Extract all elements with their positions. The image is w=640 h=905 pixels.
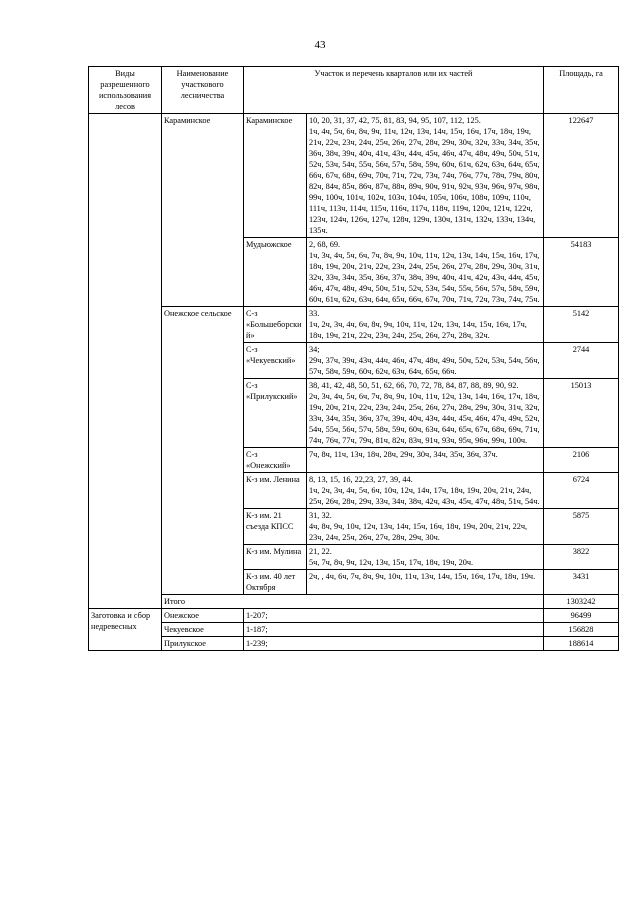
table-row	[89, 307, 619, 343]
site-cell: Караминское	[244, 114, 307, 238]
quarters-full: 38, 41, 42, 48, 50, 51, 62, 66, 70, 72, 78, 84, 87, 88, 89, 90, 92.	[309, 381, 519, 390]
site-cell: К-з им. Ленина	[244, 473, 307, 509]
site-cell: К-з им. Мулина	[244, 545, 307, 570]
quarters-cell	[307, 307, 544, 343]
quarters-cell	[307, 545, 544, 570]
forestry-cell: Чекуевское	[162, 623, 244, 637]
quarters-parts: 1ч, 2ч, 3ч, 4ч, 6ч, 8ч, 9ч, 10ч, 11ч, 12ч, 13ч, 14ч, 15ч, 16ч, 17ч, 18ч, 19ч, 21ч, 22ч, 23ч, 24ч, 25ч, 26ч, 27ч, 28ч, 32ч.	[309, 320, 527, 340]
quarters-parts: 2ч, 3ч, 4ч, 5ч, 6ч, 7ч, 8ч, 9ч, 10ч, 11ч, 12ч, 13ч, 14ч, 16ч, 17ч, 18ч, 19ч, 20ч, 21ч, 22ч, 23ч, 24ч, 25ч, 26ч, 27ч, 28ч, 29ч, 30ч, 31ч, 32ч, 33ч, 34ч, 35ч, 36ч, 37ч, 39ч, 40ч, 43ч, 44ч, 45ч, 46ч, 47ч, 49ч, 52ч, 54ч, 55ч, 56ч, 57ч, 58ч, 59ч, 60ч, 63ч, 64ч, 65ч, 67ч, 68ч, 69ч, 71ч, 74ч, 76ч, 77ч, 79ч, 81ч, 82ч, 83ч, 91ч, 93ч, 95ч, 96ч, 99ч, 100ч.	[309, 392, 540, 445]
forest-use-table	[88, 66, 619, 651]
site-cell: С-з «Прилукский»	[244, 379, 307, 448]
header-quarters: Участок и перечень кварталов или их частей	[244, 67, 544, 114]
table-row	[89, 637, 619, 651]
area-cell: 188614	[544, 637, 619, 651]
quarters-cell: 1-207;	[244, 609, 544, 623]
quarters-full: 33.	[309, 309, 320, 318]
quarters-cell	[307, 238, 544, 307]
total-row	[89, 595, 619, 609]
forestry-cell: Караминское	[162, 114, 244, 307]
header-forestry: Наименование участкового лесничества	[162, 67, 244, 114]
area-cell: 15013	[544, 379, 619, 448]
quarters-cell	[307, 509, 544, 545]
quarters-parts: 1ч, 2ч, 3ч, 4ч, 5ч, 6ч, 10ч, 12ч, 14ч, 17ч, 18ч, 19ч, 20ч, 21ч, 24ч, 25ч, 26ч, 28ч, 29ч, 33ч, 34ч, 38ч, 42ч, 43ч, 45ч, 47ч, 48ч, 51ч, 54ч.	[309, 486, 540, 506]
quarters-parts: 5ч, 7ч, 8ч, 9ч, 12ч, 13ч, 15ч, 17ч, 18ч, 19ч, 20ч.	[309, 558, 474, 567]
site-cell: Мудьюжское	[244, 238, 307, 307]
use-type-cell	[89, 114, 162, 609]
quarters-cell	[307, 114, 544, 238]
quarters-full: 21, 22.	[309, 547, 332, 556]
total-label: Итого	[162, 595, 544, 609]
table-row	[89, 609, 619, 623]
forestry-cell: Онежское сельское	[162, 307, 244, 595]
quarters-full: 8, 13, 15, 16, 22,23, 27, 39, 44.	[309, 475, 413, 484]
quarters-full: 2, 68, 69.	[309, 240, 341, 249]
quarters-cell	[307, 448, 544, 473]
area-cell: 6724	[544, 473, 619, 509]
area-cell: 54183	[544, 238, 619, 307]
site-cell: К-з им. 40 лет Октября	[244, 570, 307, 595]
area-cell: 3431	[544, 570, 619, 595]
quarters-parts: 2ч, , 4ч, 6ч, 7ч, 8ч, 9ч, 10ч, 11ч, 13ч, 14ч, 15ч, 16ч, 17ч, 18ч, 19ч.	[309, 572, 536, 581]
page-number: 43	[314, 39, 326, 51]
quarters-full: 31, 32.	[309, 511, 332, 520]
quarters-cell: 1-187;	[244, 623, 544, 637]
total-area: 1303242	[544, 595, 619, 609]
area-cell: 5875	[544, 509, 619, 545]
area-cell: 122647	[544, 114, 619, 238]
quarters-parts: 1ч, 4ч, 5ч, 6ч, 8ч, 9ч, 11ч, 12ч, 13ч, 14ч, 15ч, 16ч, 17ч, 18ч, 19ч, 21ч, 22ч, 23ч, 24ч, 25ч, 26ч, 27ч, 28ч, 29ч, 30ч, 32ч, 33ч, 34ч, 35ч, 36ч, 38ч, 39ч, 40ч, 41ч, 43ч, 44ч, 45ч, 46ч, 47ч, 48ч, 49ч, 50ч, 51ч, 52ч, 53ч, 54ч, 55ч, 56ч, 57ч, 58ч, 59ч, 60ч, 61ч, 62ч, 63ч, 64ч, 65ч, 66ч, 67ч, 68ч, 69ч, 70ч, 71ч, 72ч, 73ч, 74ч, 76ч, 77ч, 78ч, 79ч, 80ч, 82ч, 84ч, 85ч, 86ч, 87ч, 88ч, 89ч, 90ч, 91ч, 92ч, 93ч, 96ч, 97ч, 98ч, 99ч, 100ч, 101ч, 102ч, 103ч, 104ч, 105ч, 106ч, 108ч, 109ч, 110ч, 111ч, 113ч, 114ч, 115ч, 116ч, 117ч, 118ч, 119ч, 120ч, 121ч, 122ч, 123ч, 124ч, 126ч, 127ч, 128ч, 129ч, 130ч, 131ч, 132ч, 133ч, 134ч, 135ч.	[309, 127, 540, 235]
quarters-parts: 4ч, 8ч, 9ч, 10ч, 12ч, 13ч, 14ч, 15ч, 16ч, 18ч, 19ч, 20ч, 21ч, 22ч, 23ч, 24ч, 25ч, 26ч, 27ч, 28ч, 29ч, 30ч.	[309, 522, 528, 542]
area-cell: 96499	[544, 609, 619, 623]
quarters-full: 10, 20, 31, 37, 42, 75, 81, 83, 94, 95, 107, 112, 125.	[309, 116, 481, 125]
area-cell: 156828	[544, 623, 619, 637]
quarters-cell	[307, 343, 544, 379]
site-cell: К-з им. 21 съезда КПСС	[244, 509, 307, 545]
table-header	[89, 67, 619, 114]
quarters-cell	[307, 379, 544, 448]
quarters-cell	[307, 570, 544, 595]
forestry-cell: Онежское	[162, 609, 244, 623]
forestry-cell: Прилукское	[162, 637, 244, 651]
area-cell: 3822	[544, 545, 619, 570]
header-use-type: Виды разрешенного использования лесов	[89, 67, 162, 114]
table-row	[89, 623, 619, 637]
quarters-full: 34;	[309, 345, 320, 354]
area-cell: 2744	[544, 343, 619, 379]
site-cell: С-з «Чекуевский»	[244, 343, 307, 379]
quarters-cell: 1-239;	[244, 637, 544, 651]
quarters-parts: 7ч, 8ч, 11ч, 13ч, 18ч, 28ч, 29ч, 30ч, 34ч, 35ч, 36ч, 37ч.	[309, 450, 498, 459]
site-cell: С-з «Онежский»	[244, 448, 307, 473]
site-cell: С-з «Большеборский»	[244, 307, 307, 343]
use-type-cell: Заготовка и сбор недревесных	[89, 609, 162, 651]
area-cell: 5142	[544, 307, 619, 343]
header-area: Площадь, га	[544, 67, 619, 114]
table-row	[89, 114, 619, 238]
quarters-parts: 1ч, 3ч, 4ч, 5ч, 6ч, 7ч, 8ч, 9ч, 10ч, 11ч, 12ч, 13ч, 14ч, 15ч, 16ч, 17ч, 18ч, 19ч, 20ч, 21ч, 22ч, 23ч, 24ч, 25ч, 26ч, 27ч, 28ч, 29ч, 30ч, 31ч, 32ч, 33ч, 34ч, 35ч, 36ч, 37ч, 38ч, 39ч, 40ч, 41ч, 42ч, 43ч, 44ч, 45ч, 46ч, 47ч, 48ч, 49ч, 50ч, 51ч, 52ч, 53ч, 54ч, 55ч, 56ч, 57ч, 58ч, 59ч, 60ч, 61ч, 62ч, 63ч, 64ч, 65ч, 66ч, 67ч, 70ч, 71ч, 72ч, 73ч, 74ч, 75ч.	[309, 251, 540, 304]
quarters-parts: 29ч, 37ч, 39ч, 43ч, 44ч, 46ч, 47ч, 48ч, 49ч, 50ч, 52ч, 53ч, 54ч, 56ч, 57ч, 58ч, 59ч, 60ч, 62ч, 63ч, 64ч, 65ч, 66ч.	[309, 356, 540, 376]
quarters-cell	[307, 473, 544, 509]
area-cell: 2106	[544, 448, 619, 473]
